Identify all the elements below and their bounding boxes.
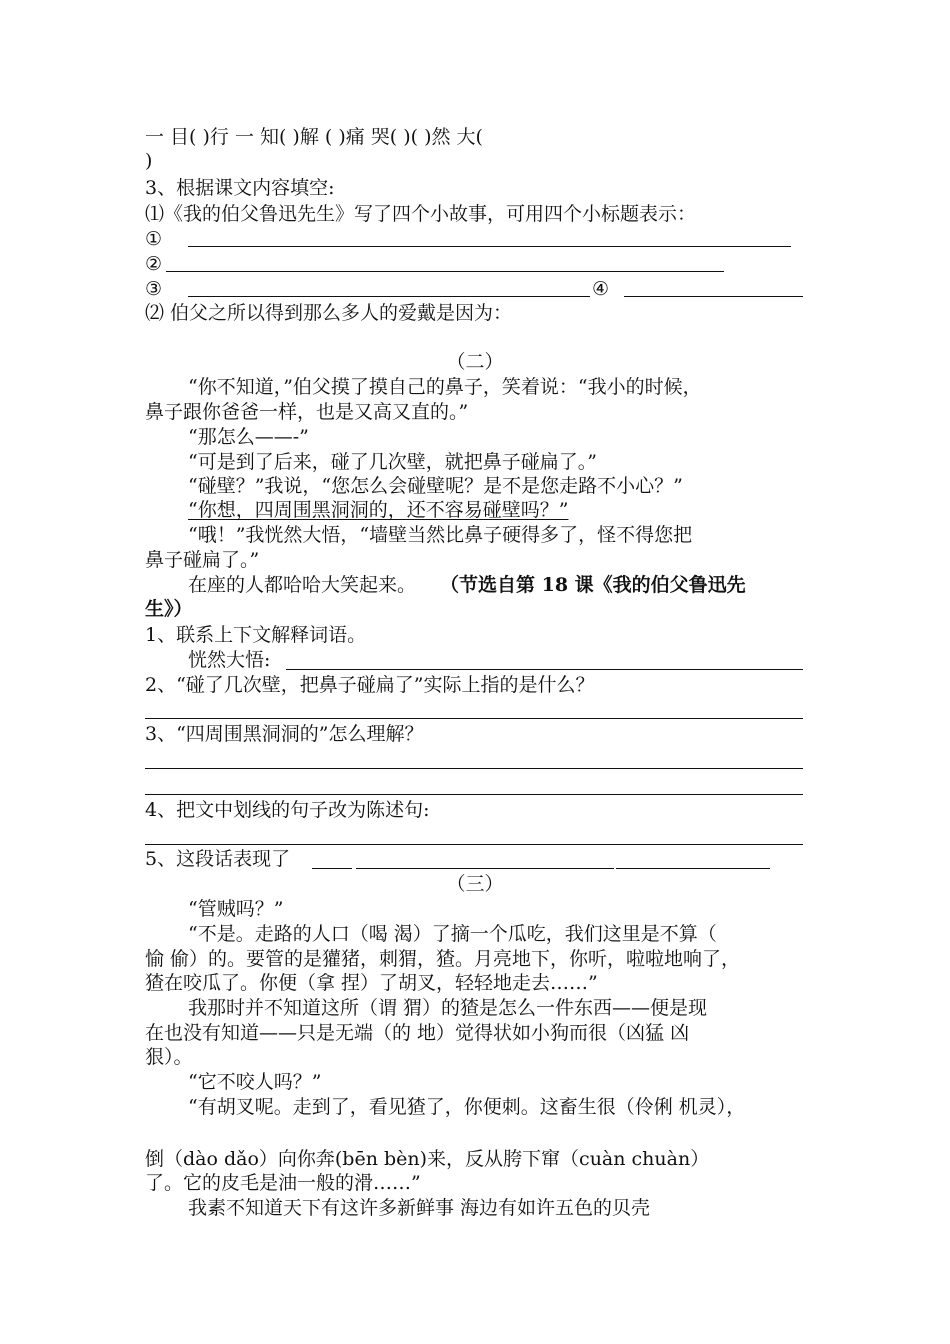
blank-4-label: ④ — [592, 278, 610, 300]
idioms-fill-line-cont: ) — [145, 150, 153, 172]
answer-line-q3a[interactable] — [145, 768, 803, 769]
blank-4-line[interactable] — [624, 296, 803, 297]
passage-3-para-5a: “有胡叉呢。走到了，看见猹了，你便刺。这畜生很（伶俐 机灵）， — [188, 1096, 746, 1118]
passage-2-para-7: 在座的人都哈哈大笑起来。 — [188, 574, 417, 596]
question-3-title: 3、根据课文内容填空: — [145, 177, 335, 199]
passage-2-underlined-sentence: “你想，四周围黑洞洞的，还不容易碰壁吗？” — [188, 499, 569, 521]
passage-2-question-2: 2、“碰了几次壁，把鼻子碰扁了”实际上指的是什么？ — [145, 674, 595, 696]
blank-1-label: ① — [145, 228, 163, 250]
passage-3-para-5b: 倒（dào dǎo）向你奔(bēn bèn)来，反从胯下窜（cuàn chuàn） — [145, 1148, 710, 1170]
blank-3-line[interactable] — [188, 296, 590, 297]
answer-line-q5a[interactable] — [312, 868, 352, 869]
passage-3-para-2b: 愉 偷）的。要管的是獾猪，刺猬，猹。月亮地下，你听，啦啦地响了， — [145, 948, 741, 970]
answer-line-q1[interactable] — [286, 669, 803, 670]
passage-3-para-3b: 在也没有知道——只是无端（的 地）觉得状如小狗而很（凶猛 凶 — [145, 1022, 690, 1044]
passage-3-para-4: “它不咬人吗？” — [188, 1071, 322, 1093]
passage-3-para-6: 我素不知道天下有这许多新鲜事 海边有如许五色的贝壳 — [188, 1197, 651, 1219]
section-3-heading: （三） — [446, 873, 504, 895]
idioms-fill-line: 一 目( )行 一 知( )解 ( )痛 哭( )( )然 大( — [145, 126, 483, 148]
passage-2-question-3: 3、“四周围黑洞洞的”怎么理解？ — [145, 723, 424, 745]
passage-3-para-2a: “不是。走路的人口（喝 渴）了摘一个瓜吃，我们这里是不算（ — [188, 923, 717, 945]
blank-3-label: ③ — [145, 278, 163, 300]
passage-2-question-5: 5、这段话表现了 — [145, 848, 291, 870]
word-huangrandawu-label: 恍然大悟: — [188, 649, 271, 671]
passage-3-para-2c: 猹在咬瓜了。你便（拿 捏）了胡叉，轻轻地走去……” — [145, 972, 598, 994]
passage-2-para-6b: 鼻子碰扁了。” — [145, 549, 260, 571]
passage-3-para-5c: 了。它的皮毛是油一般的滑……” — [145, 1172, 421, 1194]
blank-2-label: ② — [145, 253, 163, 275]
passage-2-para-2: “那怎么——-” — [188, 426, 309, 448]
answer-line-q5c[interactable] — [616, 868, 770, 869]
answer-line-q3b[interactable] — [145, 794, 803, 795]
passage-2-para-3: “可是到了后来，碰了几次壁，就把鼻子碰扁了。” — [188, 451, 597, 473]
blank-1-line[interactable] — [188, 246, 791, 247]
question-3-2: ⑵ 伯父之所以得到那么多人的爱戴是因为： — [145, 302, 513, 324]
source-note-b-text: 生》） — [145, 598, 193, 620]
blank-2-line[interactable] — [166, 271, 724, 272]
passage-3-para-3a: 我那时并不知道这所（谓 猬）的猹是怎么一件东西——便是现 — [188, 997, 708, 1019]
passage-2-para-6a: “哦！”我恍然大悟，“墙壁当然比鼻子硬得多了，怪不得您把 — [188, 524, 693, 546]
passage-2-question-1: 1、联系上下文解释词语。 — [145, 624, 367, 646]
source-note-a-text: （节选自第 18 课《我的伯父鲁迅先 — [440, 574, 746, 596]
passage-3-para-1: “管贼吗？” — [188, 898, 284, 920]
answer-line-q4[interactable] — [145, 844, 803, 845]
passage-2-question-4: 4、把文中划线的句子改为陈述句: — [145, 799, 430, 821]
question-3-1: ⑴《我的伯父鲁迅先生》写了四个小故事，可用四个小标题表示： — [145, 203, 697, 225]
section-2-heading: （二） — [446, 351, 504, 373]
answer-line-q2[interactable] — [145, 718, 803, 719]
passage-2-para-4: “碰壁？”我说，“您怎么会碰壁呢？是不是您走路不小心？” — [188, 475, 683, 497]
passage-2-para-1b: 鼻子跟你爸爸一样，也是又高又直的。” — [145, 401, 469, 423]
answer-line-q5b[interactable] — [356, 868, 614, 869]
source-note-a — [440, 573, 746, 597]
source-note-b — [145, 597, 193, 621]
passage-3-para-3c: 狠）。 — [145, 1046, 193, 1068]
passage-2-para-1a: “你不知道，”伯父摸了摸自己的鼻子，笑着说：“我小的时候， — [188, 376, 702, 398]
